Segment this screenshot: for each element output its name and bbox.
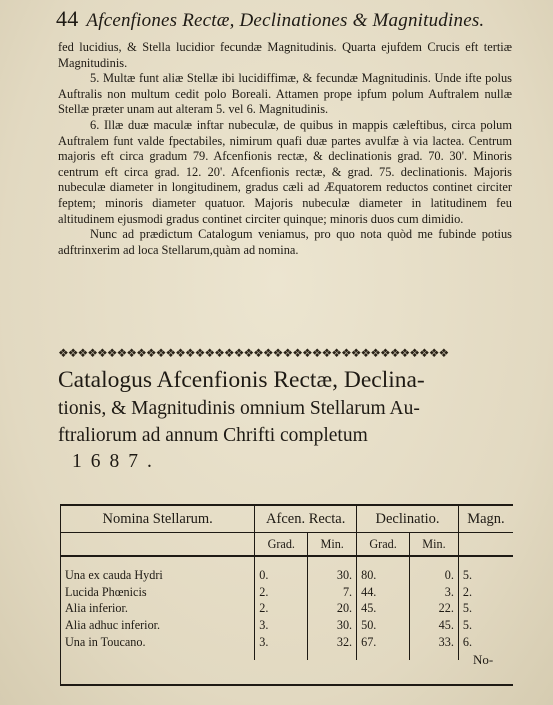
subheader-grad: Grad. <box>357 533 410 557</box>
table-row: Lucida Phœnicis 2. 7. 44. 3. 2. <box>61 584 513 601</box>
catalogue-title <box>58 366 518 475</box>
subheader-grad: Grad. <box>255 533 308 557</box>
paragraph-6: 6. Illæ duæ maculæ inftar nubeculæ, de quibus in mappis cæleftibus, circa polum Auftralem funt valde fpectabiles, nimirum quafi duæ partes avulfæ à via lactea. Centrum majoris eft circa gradum 79. Afcenfionis rectæ, & declinationis grad. 70. 30'. Minoris centrum eft circa grad. 12. 20'. Afcenfionis rectæ, & grad. 75. declinationis. Majoris nubeculæ diameter in longitudinem, gradus cæli ad Æquatorem reductos continet circiter feptem; minoris diameter quatuor. Majoris nubeculæ diameter in latitudinem feu altitudinem ejusmodi gradus continet circiter quinque; minoris duos cum dimidio. <box>58 117 512 226</box>
table-row: Una in Toucano. 3. 32. 67. 33. 6. <box>61 633 513 650</box>
col-header-ascension: Afcen. Recta. <box>255 506 357 533</box>
subheader-min: Min. <box>410 533 459 557</box>
title-line-1: Catalogus Afcenfionis Rectæ, Declina- <box>58 367 425 393</box>
title-line-2: tionis, & Magnitudinis omnium Stellarum Au- <box>58 398 420 419</box>
running-header <box>56 6 536 32</box>
title-year: 1687. <box>72 451 161 472</box>
paragraph-5: 5. Multæ funt aliæ Stellæ ibi lucidiffimæ, & fecundæ Magnitudinis. Unde ifte polus Auftralis non multum cedit polo Boreali. Attamen prope ipfum polum Auftralem nullæ Stellæ præter unam aut alteram 5. vel 6. Magnitudinis. <box>58 71 512 117</box>
subheader-min: Min. <box>308 533 357 557</box>
star-catalogue-table <box>60 504 513 686</box>
body-text <box>58 40 512 258</box>
catchword: No- <box>473 652 494 667</box>
title-line-3: ftraliorum ad annum Chrifti completum <box>58 425 368 446</box>
table-row: Una ex cauda Hydri 0. 30. 80. 0. 5. <box>61 567 513 584</box>
page-number: 44 <box>56 6 79 31</box>
table-row: Alia adhuc inferior. 3. 30. 50. 45. 5. <box>61 617 513 634</box>
table-row: Alia inferior. 2. 20. 45. 22. 5. <box>61 600 513 617</box>
col-header-declination: Declinatio. <box>357 506 459 533</box>
col-header-names: Nomina Stellarum. <box>61 506 255 533</box>
running-title: Afcenfiones Rectæ, Declinationes & Magnitudines. <box>86 10 485 31</box>
decorative-ornament-band: ❖❖❖❖❖❖❖❖❖❖❖❖❖❖❖❖❖❖❖❖❖❖❖❖❖❖❖❖❖❖❖❖❖❖❖❖❖❖❖❖ <box>58 346 449 360</box>
paragraph-4-end: fed lucidius, & Stella lucidior fecundæ Magnitudinis. Quarta ejufdem Crucis eft tertiæ Magnitudinis. <box>58 40 512 70</box>
paragraph-7: Nunc ad prædictum Catalogum veniamus, pro quo nota quòd me fubinde potius adftrinxerim ad loca Stellarum,quàm ad nomina. <box>58 227 512 257</box>
col-header-magnitude: Magn. <box>458 506 513 533</box>
